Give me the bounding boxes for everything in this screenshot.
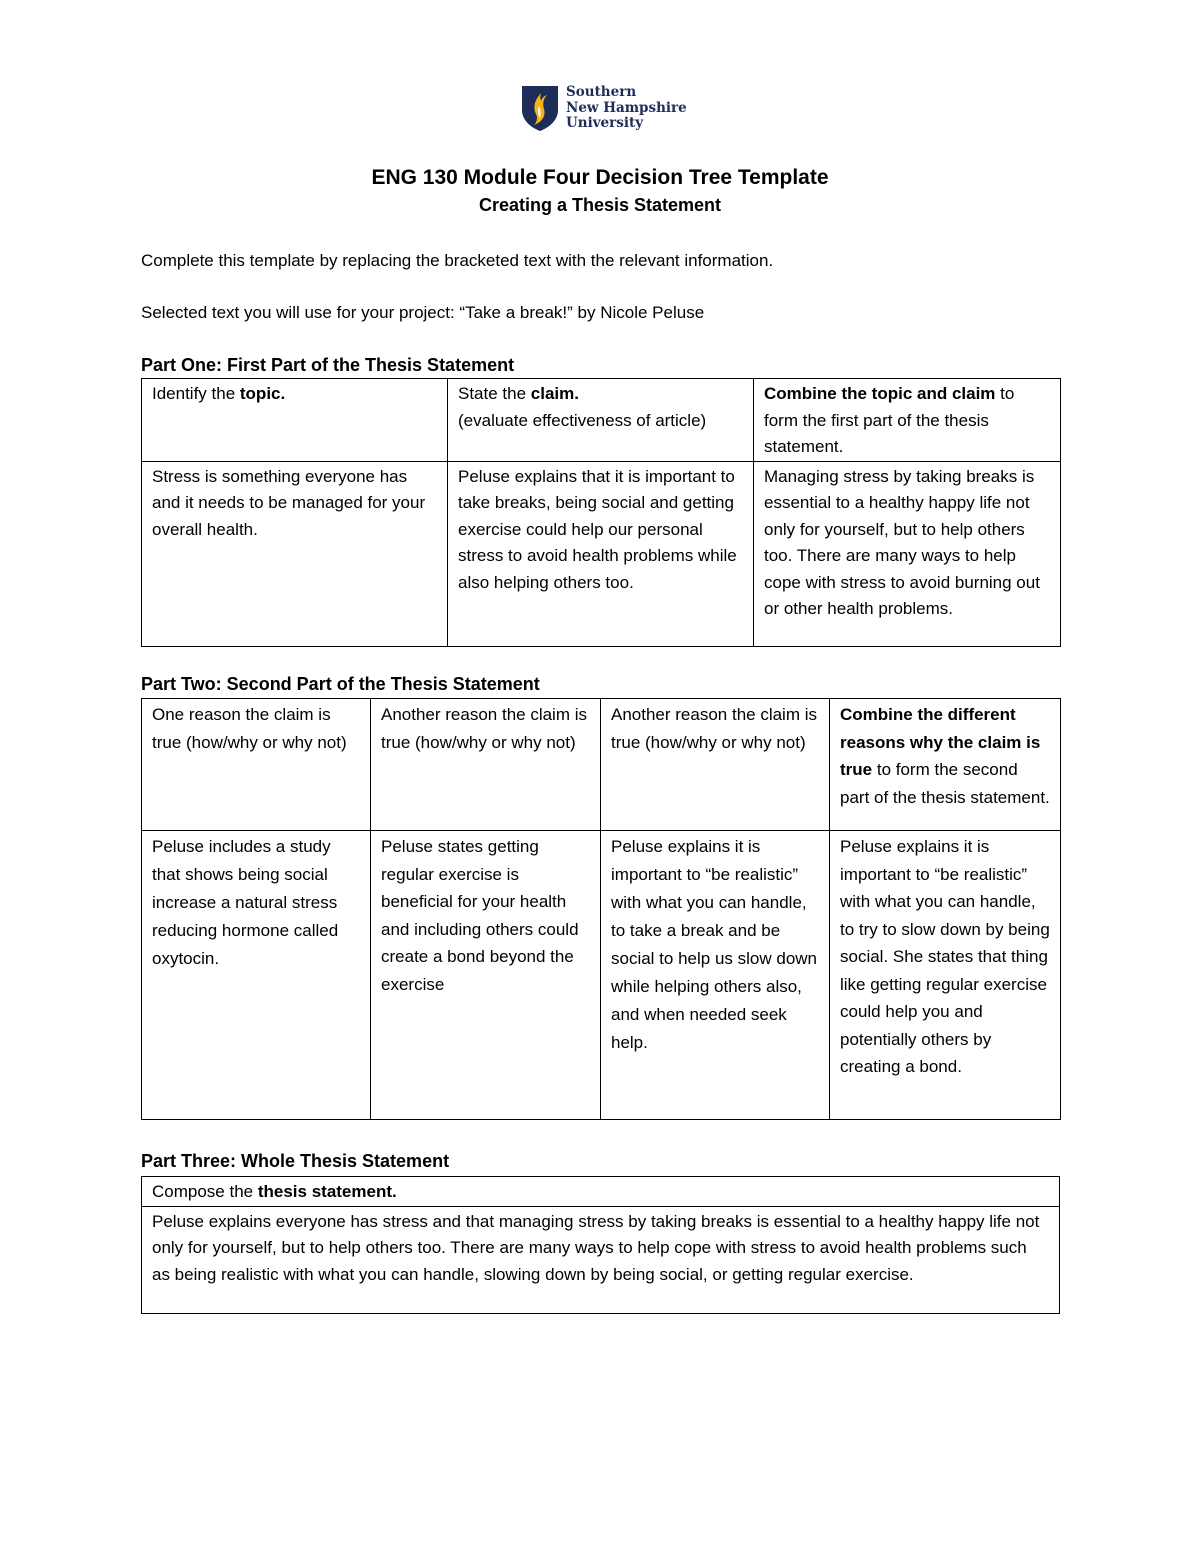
document-subtitle: Creating a Thesis Statement: [478, 195, 722, 215]
topic-cell[interactable]: Stress is something everyone has and it needs to be managed for your overall health.: [142, 461, 448, 646]
combined-cell[interactable]: Managing stress by taking breaks is essential to a healthy happy life not only for yourself, but to help others too. There are many ways to help cope with stress to avoid burning out or other health problems.: [754, 461, 1061, 646]
reason-3-header-cell: Another reason the claim is true (how/why or why not): [601, 699, 830, 831]
claim-header-text: State the: [458, 384, 531, 403]
combine-header-bold: Combine the topic and claim: [764, 384, 996, 403]
topic-header-bold: topic.: [239, 384, 286, 403]
thesis-header-text: Compose the: [152, 1182, 258, 1201]
instructions-text: Complete this template by replacing the bracketed text with the relevant information.: [141, 251, 774, 270]
document-title: ENG 130 Module Four Decision Tree Template: [371, 166, 829, 189]
thesis-header-cell: [142, 1177, 1060, 1207]
topic-header-text: Identify the: [152, 384, 240, 403]
reason-2-header-cell: Another reason the claim is true (how/why or why not): [371, 699, 601, 831]
part-one-table: [141, 378, 1061, 647]
combine-header-cell: [754, 379, 1061, 462]
logo-wordmark: [566, 85, 687, 132]
part-one-heading: Part One: First Part of the Thesis Statement: [141, 355, 515, 375]
reason-3-cell[interactable]: Peluse explains it is important to “be realistic” with what you can handle, to take a break and be social to help us slow down while helping others also, and when needed seek help.: [601, 831, 830, 1120]
claim-header-bold: claim.: [530, 384, 579, 403]
part-two-table: [141, 698, 1061, 1120]
logo-line-3: University: [566, 115, 644, 131]
part-three-table: [141, 1176, 1060, 1314]
combine-reasons-bold: Combine the different reasons why the claim is true: [840, 705, 1041, 779]
table-row: [142, 831, 1061, 1120]
table-header-row: [142, 699, 1061, 831]
selected-text-line: Selected text you will use for your project: “Take a break!” by Nicole Peluse: [141, 303, 705, 322]
table-header-row: [142, 379, 1061, 462]
thesis-header-bold: thesis statement.: [257, 1182, 397, 1201]
topic-header-cell: [142, 379, 448, 462]
snhu-logo: [520, 84, 700, 134]
part-three-heading: Part Three: Whole Thesis Statement: [141, 1151, 450, 1171]
part-two-heading: Part Two: Second Part of the Thesis Statement: [141, 674, 540, 694]
reason-2-cell[interactable]: Peluse states getting regular exercise is beneficial for your health and including others could create a bond beyond the exercise: [371, 831, 601, 1120]
claim-cell[interactable]: Peluse explains that it is important to take breaks, being social and getting exercise could help our personal stress to avoid health problems while also helping others too.: [448, 461, 754, 646]
table-row: [142, 461, 1061, 646]
claim-header-cell: [448, 379, 754, 462]
table-row: [142, 1206, 1060, 1313]
claim-header-note: (evaluate effectiveness of article): [458, 410, 707, 430]
snhu-shield-icon: [520, 84, 560, 132]
table-header-row: [142, 1177, 1060, 1207]
reason-1-cell[interactable]: Peluse includes a study that shows being social increase a natural stress reducing hormone called oxytocin.: [142, 831, 371, 1120]
logo-line-1: Southern: [566, 84, 637, 100]
reason-1-header-cell: One reason the claim is true (how/why or why not): [142, 699, 371, 831]
combine-reasons-text: to form the second part of the thesis statement.: [840, 760, 1050, 807]
combined-reasons-cell[interactable]: Peluse explains it is important to “be realistic” with what you can handle, to try to slow down by being social. She states that thing like getting regular exercise could help you and potentially others by creating a bond.: [830, 831, 1061, 1120]
logo-line-2: New Hampshire: [566, 99, 687, 116]
combine-reasons-header-cell: [830, 699, 1061, 831]
thesis-statement-cell[interactable]: Peluse explains everyone has stress and that managing stress by taking breaks is essential to a healthy happy life not only for yourself, but to help others too. There are many ways to help cope with stress to avoid health problems such as being realistic with what you can handle, slowing down by being social, or getting regular exercise.: [142, 1206, 1060, 1313]
combine-header-text: to form the first part of the thesis statement.: [764, 384, 1015, 456]
